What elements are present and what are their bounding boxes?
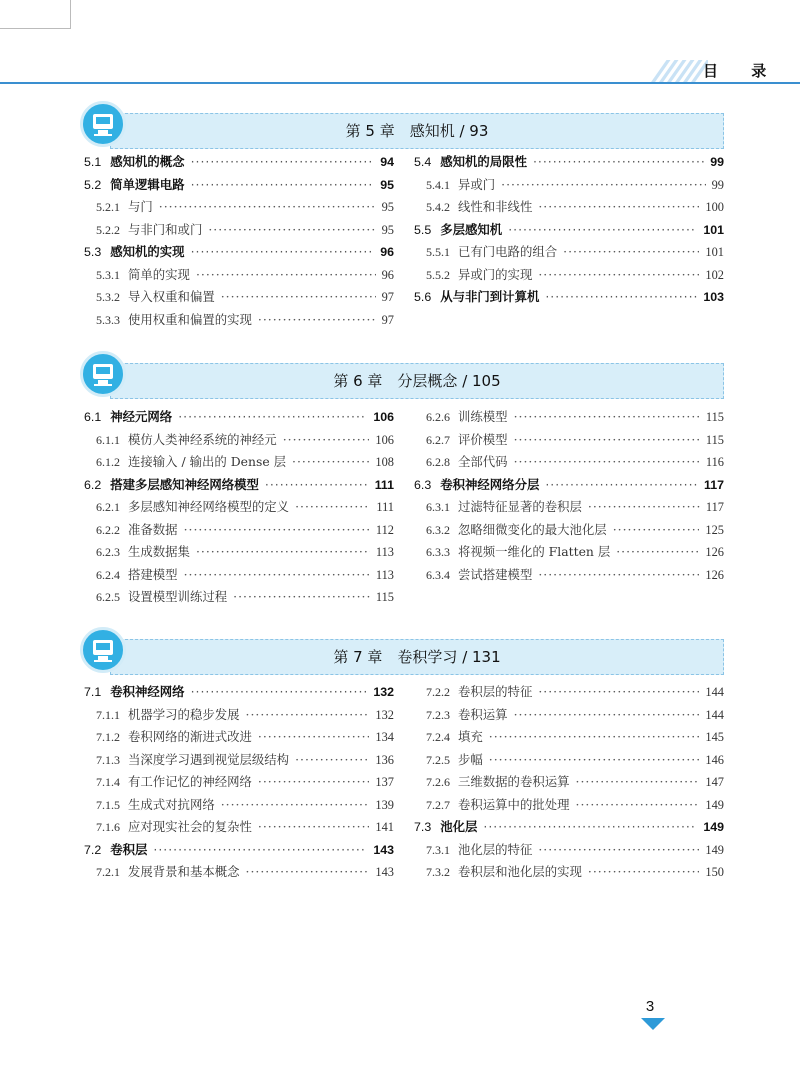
toc-entry-title: 模仿人类神经系统的神经元 xyxy=(128,431,277,447)
header-stripes xyxy=(648,60,708,82)
toc-leader-dots xyxy=(221,797,370,812)
toc-entry-number: 6.2.5 xyxy=(96,590,120,604)
toc-leader-dots xyxy=(208,222,375,237)
toc-entry-title: 有工作记忆的神经网络 xyxy=(128,774,252,789)
toc-column-left xyxy=(84,152,394,332)
toc-entry-title: 简单逻辑电路 xyxy=(110,176,185,192)
toc-leader-dots xyxy=(153,842,367,857)
toc-section[interactable] xyxy=(84,682,394,705)
toc-entry-title: 卷积层的特征 xyxy=(458,684,533,699)
toc-leader-dots xyxy=(501,177,705,192)
toc-entry-number: 5.3.1 xyxy=(96,267,120,282)
toc-subsection[interactable] xyxy=(414,750,724,773)
toc-entry-page: 115 xyxy=(705,432,724,447)
toc-entry-page: 115 xyxy=(705,410,724,424)
page-arrow-icon xyxy=(641,1018,665,1030)
toc-entry-page: 95 xyxy=(381,200,394,214)
toc-entry-number: 5.5.1 xyxy=(426,245,450,259)
toc-entry-title: 卷积层和池化层的实现 xyxy=(458,864,582,879)
toc-leader-dots xyxy=(283,432,370,447)
toc-entry-title: 导入权重和偏置 xyxy=(128,289,215,304)
toc-entry-number: 5.3.3 xyxy=(96,312,120,327)
toc-entry-title: 线性和非线性 xyxy=(458,199,533,214)
toc-entry-title: 搭建模型 xyxy=(128,566,178,582)
toc-entry-page: 132 xyxy=(375,707,394,722)
toc-column-left xyxy=(84,682,394,885)
toc-entry-page: 113 xyxy=(375,567,394,582)
toc-entry-page: 117 xyxy=(705,500,724,514)
toc-leader-dots xyxy=(159,199,376,214)
toc-entry-number: 7.2.2 xyxy=(426,685,450,699)
toc-leader-dots xyxy=(616,544,699,559)
toc-section[interactable] xyxy=(414,475,724,498)
toc-entry-number: 7.3 xyxy=(414,820,432,834)
toc-column-right xyxy=(414,152,724,310)
toc-entry-title: 将视频一维化的 Flatten 层 xyxy=(458,544,611,559)
toc-leader-dots xyxy=(563,244,699,259)
toc-entry-title: 多层感知机 xyxy=(440,221,503,237)
toc-entry-number: 7.2.1 xyxy=(96,865,120,879)
toc-entry-page: 145 xyxy=(705,730,724,744)
toc-subsection[interactable] xyxy=(414,497,724,520)
toc-entry-title: 评价模型 xyxy=(458,431,508,447)
header-rule xyxy=(0,82,800,84)
toc-entry-page: 132 xyxy=(373,685,394,699)
toc-entry-title: 生成数据集 xyxy=(128,544,190,559)
toc-entry-title: 池化层的特征 xyxy=(458,841,533,857)
toc-entry-page: 144 xyxy=(705,685,724,699)
toc-entry-title: 已有门电路的组合 xyxy=(458,244,558,259)
toc-entry-page: 141 xyxy=(375,820,394,834)
toc-entry-title: 训练模型 xyxy=(458,409,508,424)
toc-leader-dots xyxy=(545,477,698,492)
toc-entry-page: 96 xyxy=(381,267,394,282)
toc-leader-dots xyxy=(538,684,699,699)
toc-leader-dots xyxy=(221,289,376,304)
toc-entry-title: 使用权重和偏置的实现 xyxy=(128,311,252,327)
toc-leader-dots xyxy=(489,729,700,744)
toc-leader-dots xyxy=(178,409,367,424)
toc-entry-page: 97 xyxy=(381,312,394,327)
toc-entry-page: 117 xyxy=(704,477,724,492)
toc-leader-dots xyxy=(508,222,697,237)
toc-entry-page: 144 xyxy=(705,707,724,722)
toc-subsection[interactable] xyxy=(84,587,394,610)
toc-entry-number: 6.2.2 xyxy=(96,522,120,537)
toc-subsection[interactable] xyxy=(84,452,394,475)
toc-section[interactable] xyxy=(84,840,394,863)
toc-subsection[interactable] xyxy=(414,727,724,750)
toc-entry-number: 5.4 xyxy=(414,155,432,169)
toc-column-right xyxy=(414,682,724,885)
toc-entry-title: 与门 xyxy=(128,199,153,214)
toc-entry-number: 6.1.2 xyxy=(96,455,120,469)
toc-entry-page: 115 xyxy=(375,590,394,604)
toc-section[interactable] xyxy=(414,152,724,175)
toc-entry-title: 卷积层 xyxy=(110,841,148,857)
toc-entry-title: 忽略细微变化的最大池化层 xyxy=(458,521,607,537)
toc-subsection[interactable] xyxy=(84,705,394,728)
page-number: 3 xyxy=(645,998,655,1015)
toc-subsection[interactable] xyxy=(414,520,724,543)
toc-leader-dots xyxy=(191,177,375,192)
toc-entry-number: 5.4.2 xyxy=(426,200,450,214)
toc-subsection[interactable] xyxy=(414,565,724,588)
toc-leader-dots xyxy=(191,154,375,169)
toc-section[interactable] xyxy=(84,407,394,430)
toc-entry-title: 感知机的实现 xyxy=(110,244,185,259)
toc-subsection[interactable] xyxy=(84,430,394,453)
toc-entry-page: 96 xyxy=(380,245,394,259)
toc-subsection[interactable] xyxy=(414,682,724,705)
toc-subsection[interactable] xyxy=(414,795,724,818)
toc-entry-page: 126 xyxy=(705,545,724,559)
toc-entry-number: 6.3.4 xyxy=(426,567,450,582)
toc-entry-title: 应对现实社会的复杂性 xyxy=(128,819,252,834)
toc-subsection[interactable] xyxy=(84,310,394,333)
toc-entry-page: 150 xyxy=(705,865,724,879)
toc-entry-number: 7.2.3 xyxy=(426,707,450,722)
toc-leader-dots xyxy=(265,477,369,492)
toc-entry-page: 143 xyxy=(373,842,394,857)
toc-subsection[interactable] xyxy=(414,772,724,795)
toc-entry-number: 7.2.4 xyxy=(426,730,450,744)
toc-leader-dots xyxy=(196,544,370,559)
toc-leader-dots xyxy=(258,819,370,834)
running-header-title: 目 录 xyxy=(703,62,781,80)
toc-subsection[interactable] xyxy=(84,727,394,750)
computer-icon xyxy=(80,351,126,397)
toc-entry-page: 102 xyxy=(705,267,724,282)
chapter-banner xyxy=(80,627,724,675)
toc-entry-page: 106 xyxy=(373,410,394,424)
toc-entry-title: 简单的实现 xyxy=(128,266,190,282)
toc-entry-title: 全部代码 xyxy=(458,454,508,469)
toc-entry-number: 7.2.5 xyxy=(426,752,450,767)
toc-subsection[interactable] xyxy=(414,407,724,430)
toc-leader-dots xyxy=(233,589,370,604)
toc-leader-dots xyxy=(538,199,699,214)
toc-entry-page: 106 xyxy=(375,432,394,447)
chapter-banner xyxy=(80,351,724,399)
toc-leader-dots xyxy=(576,797,700,812)
toc-subsection[interactable] xyxy=(84,520,394,543)
toc-leader-dots xyxy=(191,684,368,699)
toc-entry-number: 5.4.1 xyxy=(426,177,450,192)
toc-subsection[interactable] xyxy=(84,197,394,220)
toc-entry-title: 感知机的概念 xyxy=(110,154,185,169)
toc-entry-title: 过滤特征显著的卷积层 xyxy=(458,499,582,514)
toc-entry-number: 6.3.2 xyxy=(426,522,450,537)
toc-entry-page: 99 xyxy=(711,177,724,192)
toc-entry-page: 137 xyxy=(375,775,394,789)
toc-entry-number: 7.1.1 xyxy=(96,707,120,722)
toc-subsection[interactable] xyxy=(84,565,394,588)
toc-entry-page: 113 xyxy=(375,545,394,559)
toc-leader-dots xyxy=(191,244,375,259)
toc-leader-dots xyxy=(514,454,700,469)
toc-entry-title: 当深度学习遇到视觉层级结构 xyxy=(128,751,290,767)
toc-entry-title: 卷积运算 xyxy=(458,706,508,722)
toc-subsection[interactable] xyxy=(84,497,394,520)
toc-entry-number: 7.1.5 xyxy=(96,797,120,812)
toc-leader-dots xyxy=(258,729,370,744)
toc-subsection[interactable] xyxy=(414,175,724,198)
toc-leader-dots xyxy=(246,707,370,722)
toc-entry-title: 异或门的实现 xyxy=(458,266,533,282)
toc-subsection[interactable] xyxy=(84,287,394,310)
toc-leader-dots xyxy=(588,864,700,879)
toc-entry-number: 7.1 xyxy=(84,685,102,699)
toc-entry-title: 多层感知神经网络模型的定义 xyxy=(128,499,290,514)
toc-entry-number: 5.5 xyxy=(414,222,432,237)
toc-entry-number: 5.2.2 xyxy=(96,222,120,237)
toc-entry-page: 143 xyxy=(375,865,394,879)
toc-entry-page: 95 xyxy=(380,177,394,192)
toc-leader-dots xyxy=(196,267,376,282)
toc-leader-dots xyxy=(545,289,697,304)
toc-entry-title: 感知机的局限性 xyxy=(440,154,527,169)
toc-entry-number: 6.2.3 xyxy=(96,545,120,559)
toc-entry-page: 99 xyxy=(710,155,724,169)
chapter-title: 第 7 章 卷积学习 / 131 xyxy=(333,648,501,666)
toc-entry-page: 101 xyxy=(705,245,724,259)
toc-entry-page: 134 xyxy=(375,730,394,744)
toc-entry-number: 7.2.6 xyxy=(426,775,450,789)
toc-entry-number: 6.2.4 xyxy=(96,567,120,582)
toc-leader-dots xyxy=(588,499,700,514)
toc-entry-title: 机器学习的稳步发展 xyxy=(128,706,240,722)
toc-entry-title: 卷积运算中的批处理 xyxy=(458,796,570,812)
toc-leader-dots xyxy=(538,567,699,582)
toc-entry-title: 从与非门到计算机 xyxy=(440,289,540,304)
toc-leader-dots xyxy=(533,154,704,169)
toc-leader-dots xyxy=(292,454,369,469)
chapter-banner xyxy=(80,101,724,149)
toc-subsection[interactable] xyxy=(414,452,724,475)
toc-leader-dots xyxy=(258,312,376,327)
chapter-title: 第 6 章 分层概念 / 105 xyxy=(333,372,501,390)
toc-subsection[interactable] xyxy=(414,265,724,288)
toc-entry-page: 103 xyxy=(703,290,724,304)
toc-entry-page: 125 xyxy=(705,522,724,537)
toc-column-right xyxy=(414,407,724,587)
toc-subsection[interactable] xyxy=(84,750,394,773)
toc-leader-dots xyxy=(489,752,700,767)
toc-entry-number: 6.3 xyxy=(414,477,432,492)
toc-entry-page: 95 xyxy=(381,222,394,237)
toc-entry-number: 7.1.2 xyxy=(96,730,120,744)
toc-entry-number: 5.3 xyxy=(84,245,102,259)
toc-entry-number: 7.3.1 xyxy=(426,842,450,857)
toc-leader-dots xyxy=(613,522,700,537)
toc-subsection[interactable] xyxy=(414,705,724,728)
toc-entry-page: 94 xyxy=(380,155,394,169)
toc-entry-page: 116 xyxy=(705,455,724,469)
toc-entry-page: 146 xyxy=(705,752,724,767)
toc-leader-dots xyxy=(184,522,370,537)
toc-leader-dots xyxy=(184,567,370,582)
toc-entry-page: 149 xyxy=(705,797,724,812)
toc-entry-page: 97 xyxy=(381,290,394,304)
toc-entry-number: 7.3.2 xyxy=(426,865,450,879)
toc-subsection[interactable] xyxy=(414,430,724,453)
toc-leader-dots xyxy=(538,842,699,857)
toc-leader-dots xyxy=(295,752,369,767)
toc-entry-title: 卷积网络的渐进式改进 xyxy=(128,729,252,744)
toc-subsection[interactable] xyxy=(414,542,724,565)
toc-entry-title: 卷积神经网络分层 xyxy=(440,476,540,492)
toc-entry-number: 6.2.6 xyxy=(426,410,450,424)
toc-leader-dots xyxy=(483,819,697,834)
toc-entry-title: 连接输入 / 输出的 Dense 层 xyxy=(128,454,286,469)
toc-entry-number: 5.3.2 xyxy=(96,290,120,304)
toc-entry-page: 112 xyxy=(375,522,394,537)
toc-subsection[interactable] xyxy=(414,862,724,885)
toc-section[interactable] xyxy=(414,817,724,840)
toc-entry-page: 126 xyxy=(705,567,724,582)
computer-icon xyxy=(80,101,126,147)
toc-entry-number: 6.2.1 xyxy=(96,500,120,514)
toc-section[interactable] xyxy=(414,287,724,310)
toc-entry-number: 5.2 xyxy=(84,177,102,192)
toc-entry-title: 神经元网络 xyxy=(110,409,173,424)
toc-entry-title: 与非门和或门 xyxy=(128,221,203,237)
toc-leader-dots xyxy=(514,707,700,722)
toc-entry-title: 填充 xyxy=(458,729,483,744)
toc-entry-page: 149 xyxy=(703,820,724,834)
toc-entry-page: 139 xyxy=(375,797,394,812)
toc-entry-page: 111 xyxy=(374,477,394,492)
toc-entry-number: 6.1 xyxy=(84,410,102,424)
toc-subsection[interactable] xyxy=(414,840,724,863)
toc-entry-number: 7.1.3 xyxy=(96,752,120,767)
toc-entry-page: 136 xyxy=(375,752,394,767)
toc-entry-title: 尝试搭建模型 xyxy=(458,566,533,582)
toc-entry-number: 7.2.7 xyxy=(426,797,450,812)
toc-entry-title: 步幅 xyxy=(458,751,483,767)
toc-entry-number: 7.1.6 xyxy=(96,820,120,834)
toc-entry-number: 7.1.4 xyxy=(96,775,120,789)
toc-entry-page: 101 xyxy=(703,222,724,237)
toc-entry-number: 5.1 xyxy=(84,155,102,169)
toc-entry-title: 搭建多层感知神经网络模型 xyxy=(110,476,259,492)
toc-subsection[interactable] xyxy=(84,817,394,840)
toc-entry-page: 111 xyxy=(376,500,394,514)
toc-entry-page: 108 xyxy=(375,455,394,469)
toc-section[interactable] xyxy=(84,475,394,498)
toc-entry-title: 发展背景和基本概念 xyxy=(128,864,240,879)
toc-entry-page: 147 xyxy=(705,775,724,789)
toc-subsection[interactable] xyxy=(414,242,724,265)
toc-entry-title: 异或门 xyxy=(458,176,496,192)
toc-section[interactable] xyxy=(84,175,394,198)
toc-subsection[interactable] xyxy=(84,772,394,795)
toc-entry-number: 6.2 xyxy=(84,477,102,492)
toc-entry-page: 149 xyxy=(705,842,724,857)
toc-entry-number: 6.1.1 xyxy=(96,432,120,447)
toc-entry-number: 6.2.7 xyxy=(426,432,450,447)
toc-section[interactable] xyxy=(414,220,724,243)
toc-subsection[interactable] xyxy=(84,795,394,818)
toc-entry-title: 三维数据的卷积运算 xyxy=(458,774,570,789)
toc-entry-title: 设置模型训练过程 xyxy=(128,589,228,604)
toc-leader-dots xyxy=(538,267,699,282)
crop-mark xyxy=(0,0,71,29)
toc-section[interactable] xyxy=(84,242,394,265)
toc-entry-number: 6.3.3 xyxy=(426,545,450,559)
toc-entry-title: 准备数据 xyxy=(128,521,178,537)
toc-entry-number: 7.2 xyxy=(84,842,102,857)
toc-entry-title: 池化层 xyxy=(440,819,478,834)
toc-entry-number: 5.6 xyxy=(414,290,432,304)
toc-subsection[interactable] xyxy=(84,265,394,288)
toc-leader-dots xyxy=(576,774,700,789)
toc-subsection[interactable] xyxy=(84,220,394,243)
chapter-title: 第 5 章 感知机 / 93 xyxy=(345,122,489,140)
computer-icon xyxy=(80,627,126,673)
toc-column-left xyxy=(84,407,394,610)
toc-entry-number: 5.2.1 xyxy=(96,200,120,214)
toc-entry-number: 6.2.8 xyxy=(426,455,450,469)
toc-leader-dots xyxy=(514,432,700,447)
toc-subsection[interactable] xyxy=(84,862,394,885)
toc-section[interactable] xyxy=(84,152,394,175)
toc-subsection[interactable] xyxy=(84,542,394,565)
toc-subsection[interactable] xyxy=(414,197,724,220)
toc-entry-page: 100 xyxy=(705,200,724,214)
toc-entry-number: 6.3.1 xyxy=(426,500,450,514)
toc-leader-dots xyxy=(514,409,700,424)
toc-entry-title: 卷积神经网络 xyxy=(110,684,185,699)
toc-entry-title: 生成式对抗网络 xyxy=(128,796,215,812)
toc-entry-number: 5.5.2 xyxy=(426,267,450,282)
toc-leader-dots xyxy=(246,864,370,879)
toc-leader-dots xyxy=(295,499,370,514)
toc-leader-dots xyxy=(258,774,370,789)
